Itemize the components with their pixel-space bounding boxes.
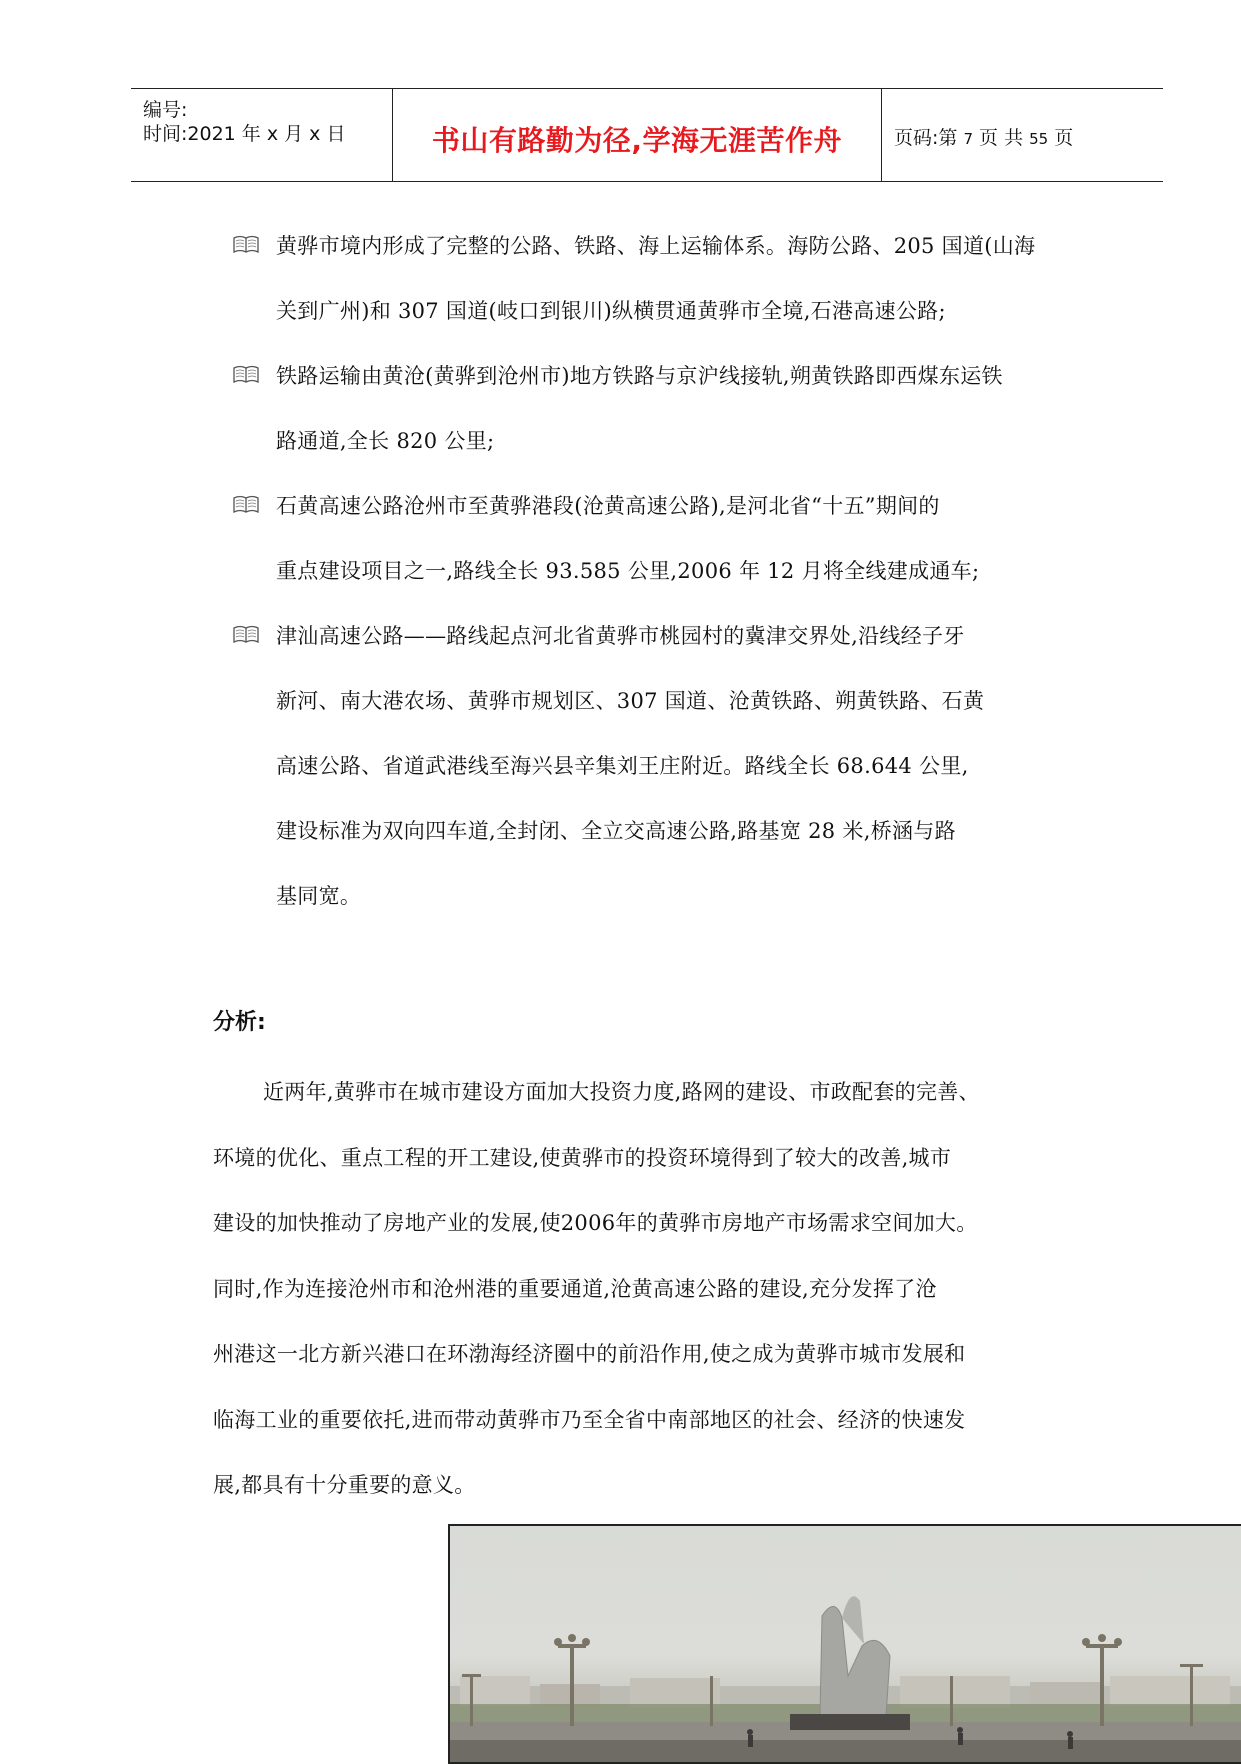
bullet-paragraph-2: [276, 344, 1126, 474]
header-page-cell: [882, 89, 1163, 181]
page-header: [131, 88, 1163, 182]
header-meta-cell: [131, 89, 393, 181]
page-total: 55: [1029, 130, 1049, 148]
page-suffix: 页: [1054, 127, 1074, 149]
analysis-heading: 分析:: [213, 1010, 266, 1035]
page-current: 7: [963, 130, 973, 148]
bullet-paragraph-3: [276, 474, 1126, 604]
analysis-line-5: 州港这一北方新兴港口在环渤海经济圈中的前沿作用,使之成为黄骅市城市发展和: [213, 1342, 966, 1366]
bullet-4-line-1: 津汕高速公路——路线起点河北省黄骅市桃园村的冀津交界处,沿线经子牙: [276, 624, 965, 648]
analysis-line-1: 近两年,黄骅市在城市建设方面加大投资力度,路网的建设、市政配套的完善、: [263, 1080, 980, 1104]
bullet-paragraph-1: [276, 214, 1126, 344]
motto: 书山有路勤为径,学海无涯苦作舟: [431, 124, 843, 157]
page-number-info: [894, 123, 1073, 150]
city-square-photo: [448, 1524, 1241, 1764]
header-motto-cell: [393, 89, 882, 181]
open-book-icon: [232, 364, 260, 386]
page-mid: 页 共: [979, 127, 1024, 149]
bullet-4-line-3: 高速公路、省道武港线至海兴县辛集刘王庄附近。路线全长 68.644 公里,: [276, 754, 969, 778]
bullet-1-line-2: 关到广州)和 307 国道(岐口到银川)纵横贯通黄骅市全境,石港高速公路;: [276, 299, 946, 323]
bullet-paragraph-4: [276, 604, 1126, 929]
open-book-icon: [232, 624, 260, 646]
open-book-icon: [232, 234, 260, 256]
bullet-2-line-2: 路通道,全长 820 公里;: [276, 429, 495, 453]
page-prefix: 页码:第: [894, 127, 958, 149]
open-book-icon: [232, 494, 260, 516]
bullet-3-line-2: 重点建设项目之一,路线全长 93.585 公里,2006 年 12 月将全线建成通车;: [276, 559, 980, 583]
analysis-line-6: 临海工业的重要依托,进而带动黄骅市乃至全省中南部地区的社会、经济的快速发: [213, 1407, 966, 1432]
analysis-line-3: 建设的加快推动了房地产业的发展,使2006年的黄骅市房地产市场需求空间加大。: [213, 1211, 978, 1235]
analysis-line-4: 同时,作为连接沧州市和沧州港的重要通道,沧黄高速公路的建设,充分发挥了沧: [213, 1276, 937, 1301]
bullet-1-line-1: 黄骅市境内形成了完整的公路、铁路、海上运输体系。海防公路、205 国道(山海: [276, 234, 1036, 258]
bullet-3-line-1: 石黄高速公路沧州市至黄骅港段(沧黄高速公路),是河北省“十五”期间的: [276, 494, 940, 518]
number-label: 编号:: [143, 99, 188, 121]
bullet-4-line-2: 新河、南大港农场、黄骅市规划区、307 国道、沧黄铁路、朔黄铁路、石黄: [276, 689, 985, 713]
analysis-paragraph: [213, 1060, 1113, 1519]
bullet-4-line-4: 建设标准为双向四车道,全封闭、全立交高速公路,路基宽 28 米,桥涵与路: [276, 819, 956, 843]
bullet-4-line-5: 基同宽。: [276, 884, 362, 908]
analysis-line-7: 展,都具有十分重要的意义。: [213, 1473, 476, 1497]
city-square-sculpture-illustration: [450, 1526, 1241, 1764]
time-label: 时间:2021 年 x 月 x 日: [143, 123, 346, 145]
bullet-2-line-1: 铁路运输由黄沧(黄骅到沧州市)地方铁路与京沪线接轨,朔黄铁路即西煤东运铁: [276, 364, 1003, 388]
analysis-line-2: 环境的优化、重点工程的开工建设,使黄骅市的投资环境得到了较大的改善,城市: [213, 1145, 952, 1170]
